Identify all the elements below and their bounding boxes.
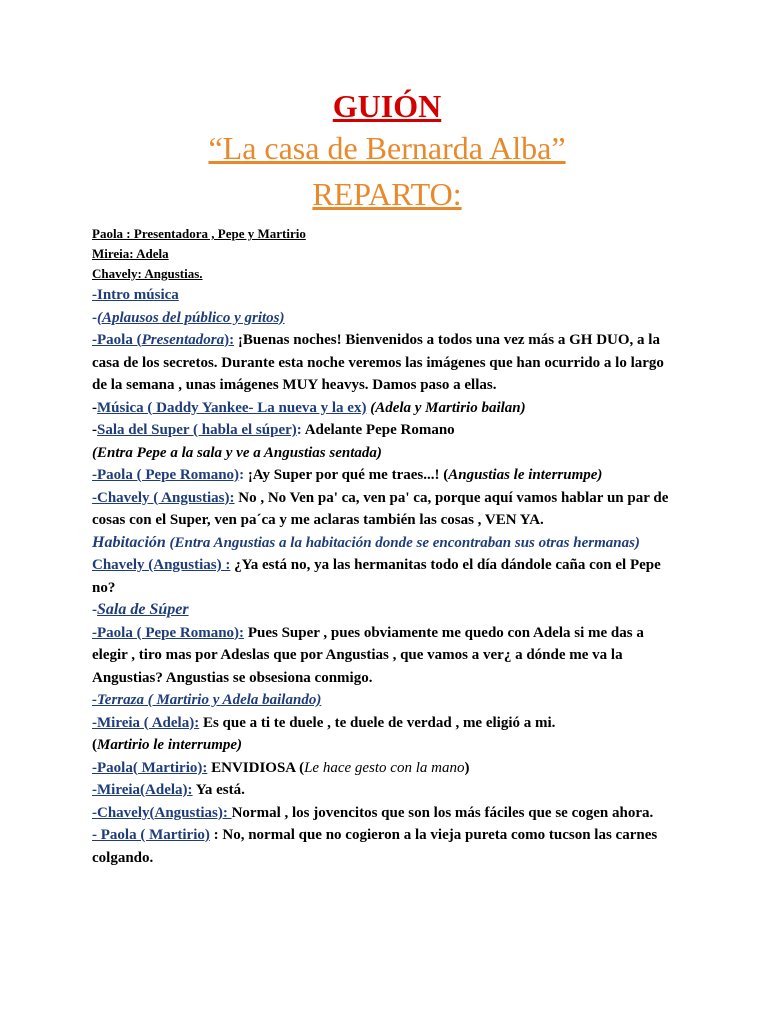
script-line-habitacion — [92, 532, 682, 555]
stage-direction: Martirio le interrumpe) — [97, 737, 243, 753]
dialogue: Normal , los jovencitos que son los más fáciles que se cogen ahora. — [231, 804, 654, 821]
dash: - — [92, 422, 97, 438]
colon: : — [296, 422, 302, 438]
dialogue: ¡Ay Super por qué me traes...! ( — [244, 467, 449, 483]
script-line-paola-martirio-2 — [92, 824, 682, 869]
script-line-applause — [92, 307, 682, 330]
scene-heading-terraza: -Terraza ( Martirio y Adela bailando) — [92, 692, 322, 708]
speaker: -Mireia ( Adela): — [92, 714, 200, 731]
stage-direction: (Entra Angustias a la habitación donde se encontraban sus otras hermanas) — [165, 534, 640, 551]
dialogue: ¿Ya está no, ya las hermanitas todo el día dándole caña con el Pepe no? — [92, 557, 661, 596]
scene-heading: Habitación — [92, 533, 166, 551]
paren-close: ) — [464, 759, 470, 776]
speaker: -Paola ( — [92, 332, 142, 348]
music-cue: Música ( Daddy Yankee- La nueva y la ex) — [97, 399, 367, 416]
speaker: - Paola ( Martirio) — [92, 827, 210, 843]
script-line-chavely — [92, 487, 682, 532]
script-page — [92, 86, 682, 869]
stage-direction: (Entra Pepe a la sala y ve a Angustias sentada) — [92, 444, 382, 461]
dialogue: ¡Buenas noches! Bienvenidos a todos una vez más a GH DUO, a la casa de los secretos. Durante esta noche veremos las imágenes que han ocurrido a lo largo de la semana , unas imágenes MUY heavys. Damos paso a ellas. — [92, 332, 664, 393]
speaker-close: ): — [224, 332, 235, 348]
dialogue: Pues Super , pues obviamente me quedo con Adela si me das a elegir , tiro mas por Adeslas que por Angustias , que vamos a ver¿ a dónde me va la Angustias? Angustias se obsesiona conmigo. — [92, 624, 644, 686]
dash: - — [92, 309, 97, 326]
dash: - — [92, 602, 97, 618]
page-title: GUIÓN — [332, 88, 442, 124]
script-line-chavely-2 — [92, 554, 682, 599]
speaker: -Chavely ( Angustias): — [92, 489, 235, 506]
dialogue: No , No Ven pa' ca, ven pa' ca, porque aquí vamos hablar un par de cosas con el Super, ven pa´ca y me aclaras también las cosas , VEN YA. — [92, 489, 669, 528]
cast-heading: REPARTO: — [312, 176, 462, 212]
speaker-role: Presentadora — [141, 332, 225, 348]
dialogue: ENVIDIOSA ( — [207, 759, 305, 776]
stage-direction: Angustias le interrumpe) — [448, 467, 603, 483]
speaker: Chavely (Angustias) : — [92, 557, 231, 573]
stage-direction: (Adela y Martirio bailan) — [366, 399, 526, 416]
script-line-interrupt — [92, 734, 682, 757]
script-line-paola-martirio — [92, 757, 682, 780]
cast-entry: Paola : Presentadora , Pepe y Martirio — [92, 226, 306, 241]
cast-entry: Chavely: Angustias. — [92, 266, 203, 281]
script-line-mireia — [92, 712, 682, 735]
script-line-chavely-3 — [92, 802, 682, 825]
script-line-sala-super — [92, 419, 682, 442]
scene-direction: -Intro música — [92, 287, 179, 303]
colon: : — [209, 827, 219, 843]
speaker: -Mireia(Adela): — [92, 782, 193, 798]
dialogue: Es que a ti te duele , te duele de verdad , me eligió a mi. — [199, 714, 556, 731]
script-line-mireia-2 — [92, 779, 682, 802]
dash: - — [92, 399, 97, 416]
dialogue: No, normal que no cogieron a la vieja pureta como tucson las carnes colgando. — [92, 827, 658, 866]
scene-heading: Sala de Súper — [97, 601, 189, 618]
stage-direction: (Aplausos del público y gritos) — [97, 309, 285, 326]
speaker: Sala del Super ( habla el súper) — [97, 422, 297, 438]
cast-entry: Mireia: Adela — [92, 246, 169, 261]
script-line-intro — [92, 284, 682, 307]
script-line-paola-pepe — [92, 464, 682, 487]
script-line-paola-presenter — [92, 329, 682, 397]
colon: : — [239, 467, 245, 483]
paren-open: ( — [92, 737, 97, 753]
play-title: “La casa de Bernarda Alba” — [208, 130, 566, 166]
dialogue: Ya está. — [192, 782, 245, 798]
speaker: -Paola ( Pepe Romano) — [92, 467, 240, 483]
speaker: -Paola ( Pepe Romano): — [92, 624, 245, 641]
speaker: -Paola( Martirio): — [92, 759, 208, 776]
script-line-paola-pepe-2 — [92, 622, 682, 690]
stage-direction: Le hace gesto con la mano — [304, 759, 465, 776]
script-line-music — [92, 397, 682, 420]
script-line-sala-de-super — [92, 599, 682, 622]
speaker: -Chavely(Angustias): — [92, 804, 232, 821]
dialogue: Adelante Pepe Romano — [301, 422, 455, 438]
